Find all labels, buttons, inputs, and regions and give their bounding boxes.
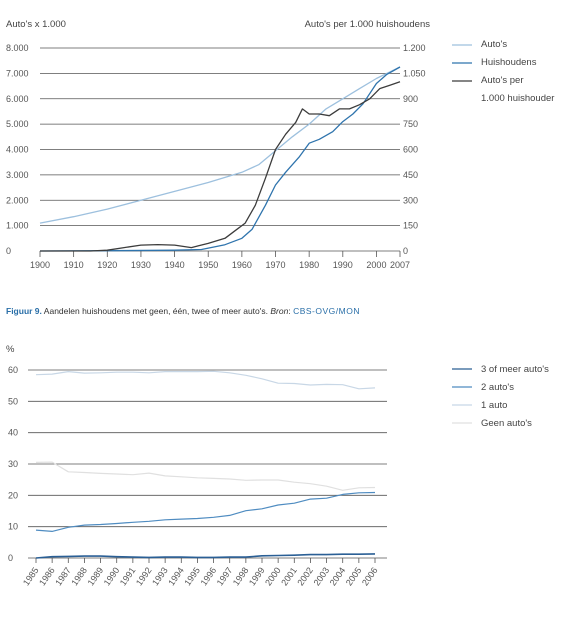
chart2-series xyxy=(36,371,375,558)
chart2-x-tick-label: 1986 xyxy=(37,565,57,588)
chart2-x-tick-label: 1999 xyxy=(246,565,267,588)
chart1-right-tick-label: 600 xyxy=(403,144,419,155)
chart1-left-tick-label: 2.000 xyxy=(6,195,29,206)
chart2-legend-label: 3 of meer auto's xyxy=(481,364,549,375)
chart2-gridlines xyxy=(28,370,387,558)
chart1-left-axis-label: Auto's x 1.000 xyxy=(6,19,66,30)
chart1-series-line-0 xyxy=(40,67,400,223)
chart2-y-axis-label: % xyxy=(6,344,15,355)
chart1-x-tick-label: 1970 xyxy=(265,260,286,270)
chart1-right-axis-label: Auto's per 1.000 huishoudens xyxy=(304,19,430,30)
chart1-x-tick-label: 1940 xyxy=(164,260,185,270)
chart2-x-tick-label: 1985 xyxy=(20,565,41,588)
chart2-x-tick-label: 1990 xyxy=(101,565,122,588)
chart1-legend-label-line: Auto's per xyxy=(481,75,524,86)
chart1-x-tick-label: 2000 xyxy=(366,260,387,270)
chart2-y-tick-label: 0 xyxy=(8,553,14,563)
chart2-legend-label: 2 auto's xyxy=(481,382,514,393)
chart2-legend xyxy=(452,364,549,429)
chart2-series-line-2 xyxy=(36,371,375,389)
chart1-right-tick-label: 900 xyxy=(403,93,419,104)
chart2-series-line-1 xyxy=(36,493,375,532)
chart1-left-tick-label: 8.000 xyxy=(6,43,29,53)
chart2-x-tick-label: 2003 xyxy=(311,565,332,588)
chart2-y-axis-ticks xyxy=(8,365,18,563)
chart2-x-tick-label: 1989 xyxy=(85,565,106,588)
chart1-right-tick-label: 300 xyxy=(403,195,419,206)
chart2-x-tick-label: 2002 xyxy=(295,565,316,588)
figure9-caption: Figuur 9. Aandelen huishoudens met geen, één, twee of meer auto's. Bron: CBS-OVG/MON xyxy=(6,306,360,316)
chart2-x-tick-label: 2006 xyxy=(359,565,380,588)
chart2-x-tick-label: 1992 xyxy=(133,565,154,588)
chart1-legend-label: Auto's xyxy=(481,39,508,50)
chart1-legend-label xyxy=(481,75,554,104)
chart2-x-tick-label: 1991 xyxy=(117,565,138,588)
chart2-y-tick-label: 50 xyxy=(8,396,19,407)
chart2-series-line-0 xyxy=(36,554,375,558)
chart2-legend-label: 1 auto xyxy=(481,400,508,411)
chart1-x-tick-label: 1930 xyxy=(130,260,151,270)
chart2-x-tick-label: 1998 xyxy=(230,565,251,588)
chart2-x-tick-label: 1987 xyxy=(53,565,73,588)
chart1-right-tick-label: 1.050 xyxy=(403,68,426,79)
chart2-y-tick-label: 40 xyxy=(8,427,19,438)
chart1-series xyxy=(40,67,400,251)
chart1-x-tick-label: 1920 xyxy=(97,260,118,270)
chart2-x-tick-label: 1994 xyxy=(166,565,186,588)
chart1-x-axis xyxy=(30,251,410,270)
chart2-x-tick-label: 1997 xyxy=(214,565,235,588)
chart1-x-tick-label: 1910 xyxy=(63,260,84,270)
chart2-series-line-3 xyxy=(36,462,375,490)
chart1-right-tick-label: 1.200 xyxy=(403,43,426,53)
figure9-source-label: Bron xyxy=(270,306,289,316)
chart2-x-tick-label: 1996 xyxy=(198,565,219,588)
chart1-right-tick-label: 750 xyxy=(403,119,419,130)
chart1-legend-label: Huishoudens xyxy=(481,57,537,68)
chart2-x-tick-label: 2001 xyxy=(279,565,299,588)
chart1-left-tick-label: 0 xyxy=(6,246,12,256)
chart1-left-tick-label: 3.000 xyxy=(6,169,29,180)
chart1-right-tick-label: 150 xyxy=(403,220,419,231)
chart2-x-tick-label: 1988 xyxy=(69,565,90,588)
chart2-y-tick-label: 60 xyxy=(8,365,19,375)
chart1-legend-label-line: 1.000 huishouder xyxy=(481,93,555,104)
chart1-right-axis-ticks xyxy=(403,43,426,256)
chart2-legend-label: Geen auto's xyxy=(481,418,532,429)
chart2-y-tick-label: 10 xyxy=(8,521,19,532)
chart2-y-tick-label: 30 xyxy=(8,459,19,469)
chart1-left-tick-label: 5.000 xyxy=(6,119,29,130)
figure9-text: Aandelen huishoudens met geen, één, twee of meer auto's. xyxy=(43,306,268,316)
chart1-left-tick-label: 6.000 xyxy=(6,93,29,104)
chart1-left-tick-label: 1.000 xyxy=(6,220,29,231)
chart1-left-axis-ticks xyxy=(6,43,29,256)
chart1-x-tick-label: 1900 xyxy=(29,260,51,270)
chart1-left-tick-label: 4.000 xyxy=(6,144,29,155)
chart2-x-tick-label: 1995 xyxy=(182,565,203,588)
chart1-x-tick-label: 1980 xyxy=(299,260,320,270)
chart1-x-tick-label: 2007 xyxy=(389,260,411,270)
chart1-right-tick-label: 0 xyxy=(403,246,409,256)
chart1-x-tick-label: 1990 xyxy=(332,260,353,270)
chart1-x-tick-label: 1950 xyxy=(198,260,219,270)
chart2-y-tick-label: 20 xyxy=(8,490,19,501)
chart1-left-tick-label: 7.000 xyxy=(6,68,29,79)
chart1-gridlines xyxy=(40,48,400,251)
chart1-right-tick-label: 450 xyxy=(403,169,419,180)
chart2-x-tick-label: 2000 xyxy=(263,565,283,588)
chart2-x-tick-label: 2004 xyxy=(327,565,348,588)
chart2-x-tick-label: 1993 xyxy=(150,565,170,588)
chart1-series-line-1 xyxy=(40,67,400,251)
chart2-x-axis xyxy=(21,558,380,588)
chart2-x-tick-label: 2005 xyxy=(343,565,364,588)
chart1-x-tick-label: 1960 xyxy=(231,260,252,270)
chart1-legend xyxy=(452,39,554,104)
car-ownership-history-chart xyxy=(0,0,562,300)
figure9-source: CBS-OVG/MON xyxy=(293,306,360,316)
figure9-label: Figuur 9. xyxy=(6,306,42,316)
